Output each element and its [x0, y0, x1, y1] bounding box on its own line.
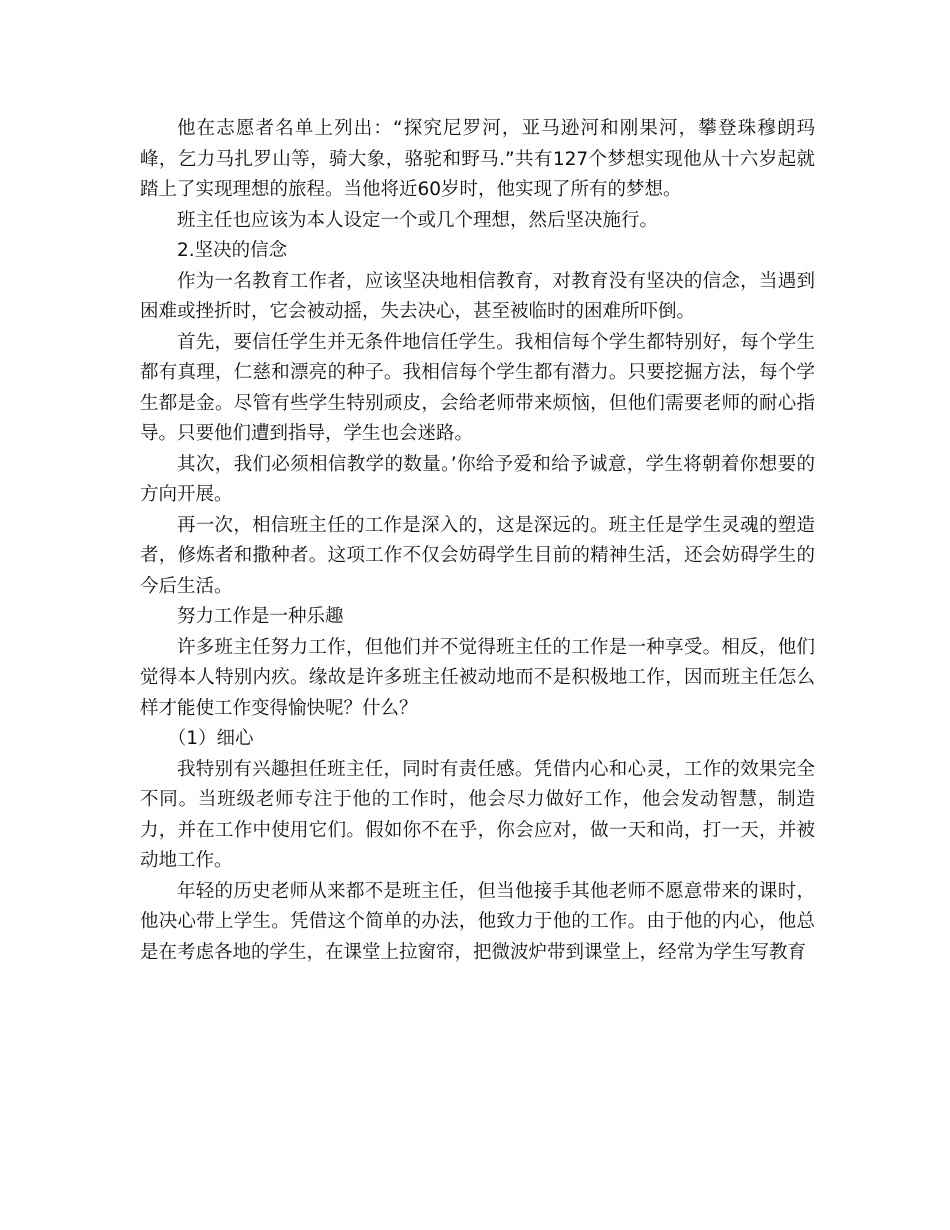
- paragraph-work-enjoyment: 许多班主任努力工作，但他们并不觉得班主任的工作是一种享受。相反，他们觉得本人特别内疚。缘故是许多班主任被动地而不是积极地工作，因而班主任怎么样才能使工作变得愉快呢？什么？: [140, 636, 815, 719]
- paragraph-history-teacher: 年轻的历史老师从来都不是班主任，但当他接手其他老师不愿意带来的课时，他决心带上学生。凭借这个简单的办法，他致力于他的工作。由于他的内心，他总是在考虑各地的学生，在课堂上拉窗帘，把微波炉带到课堂上，经常为学生写教育: [140, 880, 815, 963]
- document-body: [140, 114, 815, 968]
- paragraph-set-ideals: 班主任也应该为本人设定一个或几个理想，然后坚决施行。: [177, 209, 659, 231]
- subheading-careful: （1）细心: [167, 728, 254, 749]
- paragraph-believe-education: 作为一名教育工作者，应该坚决地相信教育，对教育没有坚决的信念，当遇到困难或挫折时，它会被动摇，失去决心，甚至被临时的困难所吓倒。: [140, 270, 815, 322]
- paragraph-interest-responsibility: 我特别有兴趣担任班主任，同时有责任感。凭借内心和心灵，工作的效果完全不同。当班级老师专注于他的工作时，他会尽力做好工作，他会发动智慧，制造力，并在工作中使用它们。假如你不在乎，你会应对，做一天和尚，打一天，并被动地工作。: [140, 758, 815, 871]
- paragraph-trust-students: 首先，要信任学生并无条件地信任学生。我相信每个学生都特别好，每个学生都有真理，仁慈和漂亮的种子。我相信每个学生都有潜力。只要挖掘方法，每个学生都是金。尽管有些学生特别顽皮，会给老师带来烦恼，但他们需要老师的耐心指导。只要他们遭到指导，学生也会迷路。: [140, 331, 815, 444]
- section-heading-work-joy: 努力工作是一种乐趣: [177, 606, 344, 627]
- section-heading-firm-belief: 2.坚决的信念: [177, 240, 288, 261]
- paragraph-teaching-quantity: 其次，我们必须相信教学的数量。’你给予爱和给予诚意，学生将朝着你想要的方向开展。: [140, 453, 815, 505]
- paragraph-volunteer-list: 他在志愿者名单上列出：“探究尼罗河，亚马逊河和刚果河，攀登珠穆朗玛峰，乞力马扎罗山等，骑大象，骆驼和野马.”共有127个梦想实现他从十六岁起就踏上了实现理想的旅程。当他将近60岁时，他实现了所有的梦想。: [140, 118, 815, 200]
- paragraph-work-profound: 再一次，相信班主任的工作是深入的，这是深远的。班主任是学生灵魂的塑造者，修炼者和撒种者。这项工作不仅会妨碍学生目前的精神生活，还会妨碍学生的今后生活。: [140, 514, 815, 597]
